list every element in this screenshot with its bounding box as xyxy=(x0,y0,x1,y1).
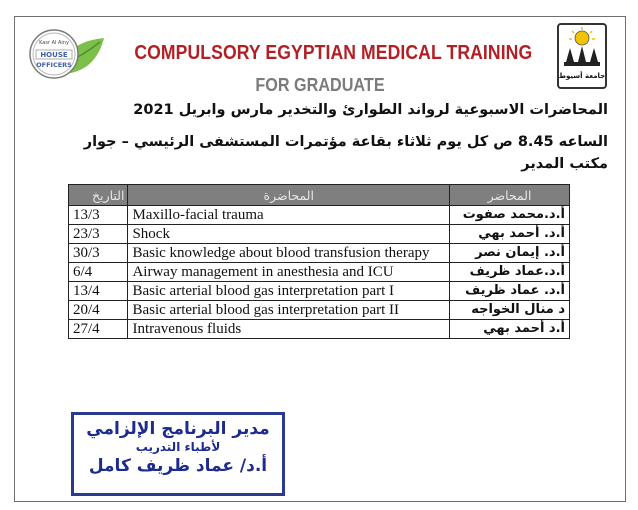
lecture-schedule-table xyxy=(68,184,570,339)
row-lecture: Basic arterial blood gas interpretation part II xyxy=(128,301,450,320)
header-lecturer: المحاضر xyxy=(450,185,570,206)
row-lecturer: أ.د. إيمان نصر xyxy=(450,244,570,263)
row-lecture: Basic arterial blood gas interpretation part I xyxy=(128,282,450,301)
logo-left-text-mid: HOUSE xyxy=(40,51,68,59)
row-date: 23/3 xyxy=(69,225,128,244)
table-row xyxy=(69,244,570,263)
row-lecture: Maxillo-facial trauma xyxy=(128,206,450,225)
director-stamp xyxy=(71,412,285,496)
logo-left-text-bottom: OFFICERS xyxy=(36,61,72,69)
table-row xyxy=(69,301,570,320)
announcement-line-1: المحاضرات الاسبوعية لرواند الطوارئ والتخدير مارس وابريل 2021 xyxy=(133,102,608,118)
stamp-line-2: لأطباء التدريب xyxy=(135,440,221,454)
row-lecturer: أ.د أحمد بهي xyxy=(450,320,570,339)
table-row xyxy=(69,225,570,244)
logo-left-text-top: Kasr Al Ainy xyxy=(39,40,69,46)
row-lecturer: أ.د. عماد ظريف xyxy=(450,282,570,301)
row-lecture: Airway management in anesthesia and ICU xyxy=(128,263,450,282)
house-officers-logo xyxy=(20,20,106,96)
row-date: 27/4 xyxy=(69,320,128,339)
row-date: 20/4 xyxy=(69,301,128,320)
row-lecture: Intravenous fluids xyxy=(128,320,450,339)
table-row xyxy=(69,263,570,282)
row-lecture: Basic knowledge about blood transfusion therapy xyxy=(128,244,450,263)
row-lecture: Shock xyxy=(128,225,450,244)
announcement-line-2: الساعه 8.45 ص كل يوم ثلاثاء بقاعة مؤتمرات المستشفى الرئيسي – جوار مكتب المدير xyxy=(83,134,608,172)
table-row xyxy=(69,320,570,339)
row-date: 6/4 xyxy=(69,263,128,282)
page-title: COMPULSORY EGYPTIAN MEDICAL TRAINING xyxy=(134,42,533,64)
assiut-university-logo xyxy=(556,22,608,90)
row-date: 13/4 xyxy=(69,282,128,301)
row-date: 30/3 xyxy=(69,244,128,263)
row-lecturer: أ.د. أحمد بهي xyxy=(450,225,570,244)
header-date: التاريخ xyxy=(69,185,128,206)
table-row xyxy=(69,206,570,225)
row-lecturer: أ.د.محمد صفوت xyxy=(450,206,570,225)
table-row xyxy=(69,282,570,301)
logo-right-text: جامعة أسيوط xyxy=(558,72,606,80)
stamp-line-1: مدير البرنامج الإلزامي xyxy=(86,419,270,439)
page-subtitle: FOR GRADUATE xyxy=(255,75,385,95)
header-lecture: المحاضرة xyxy=(128,185,450,206)
row-date: 13/3 xyxy=(69,206,128,225)
row-lecturer: د منال الخواجه xyxy=(450,301,570,320)
row-lecturer: أ.د.عماد ظريف xyxy=(450,263,570,282)
stamp-line-3: أ.د/ عماد ظريف كامل xyxy=(88,456,268,476)
table-header-row xyxy=(69,185,570,206)
